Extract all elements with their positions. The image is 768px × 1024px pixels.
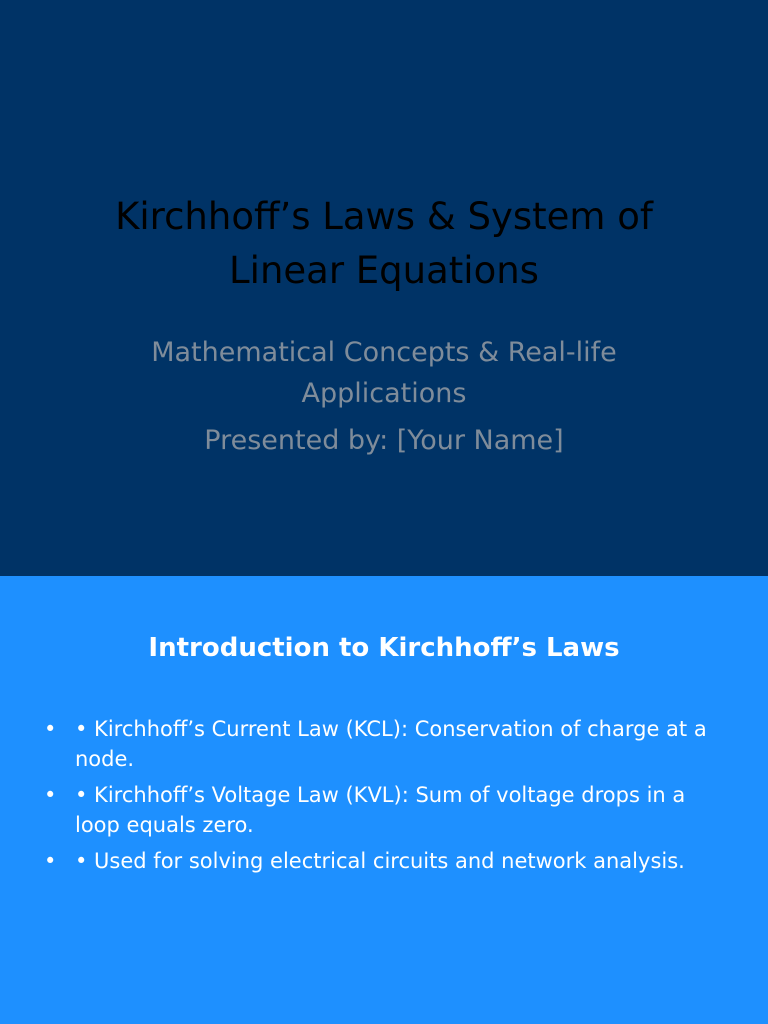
slide-title-line: Linear Equations bbox=[229, 249, 539, 292]
subtitle-line: Mathematical Concepts & Real-life bbox=[151, 337, 617, 368]
slide-subtitle bbox=[90, 332, 678, 461]
bullet-icon: • bbox=[44, 717, 57, 741]
slide-title-line: Kirchhoff’s Laws & System of bbox=[115, 195, 653, 238]
intro-slide bbox=[0, 576, 768, 1024]
bullet-icon: • bbox=[44, 783, 57, 807]
bullet-text: • Used for solving electrical circuits and network analysis. bbox=[75, 849, 685, 873]
bullet-list bbox=[44, 714, 728, 882]
bullet-icon: • bbox=[44, 849, 57, 873]
intro-slide-title: Introduction to Kirchhoff’s Laws bbox=[148, 633, 620, 663]
slide-title bbox=[60, 190, 708, 298]
list-item bbox=[44, 714, 728, 774]
list-item bbox=[44, 780, 728, 840]
list-item bbox=[44, 846, 728, 876]
presenter-line: Presented by: [Your Name] bbox=[204, 425, 564, 456]
subtitle-line: Applications bbox=[301, 378, 467, 409]
bullet-text: • Kirchhoff’s Current Law (KCL): Conservation of charge at a node. bbox=[75, 717, 707, 771]
bullet-text: • Kirchhoff’s Voltage Law (KVL): Sum of voltage drops in a loop equals zero. bbox=[75, 783, 686, 837]
